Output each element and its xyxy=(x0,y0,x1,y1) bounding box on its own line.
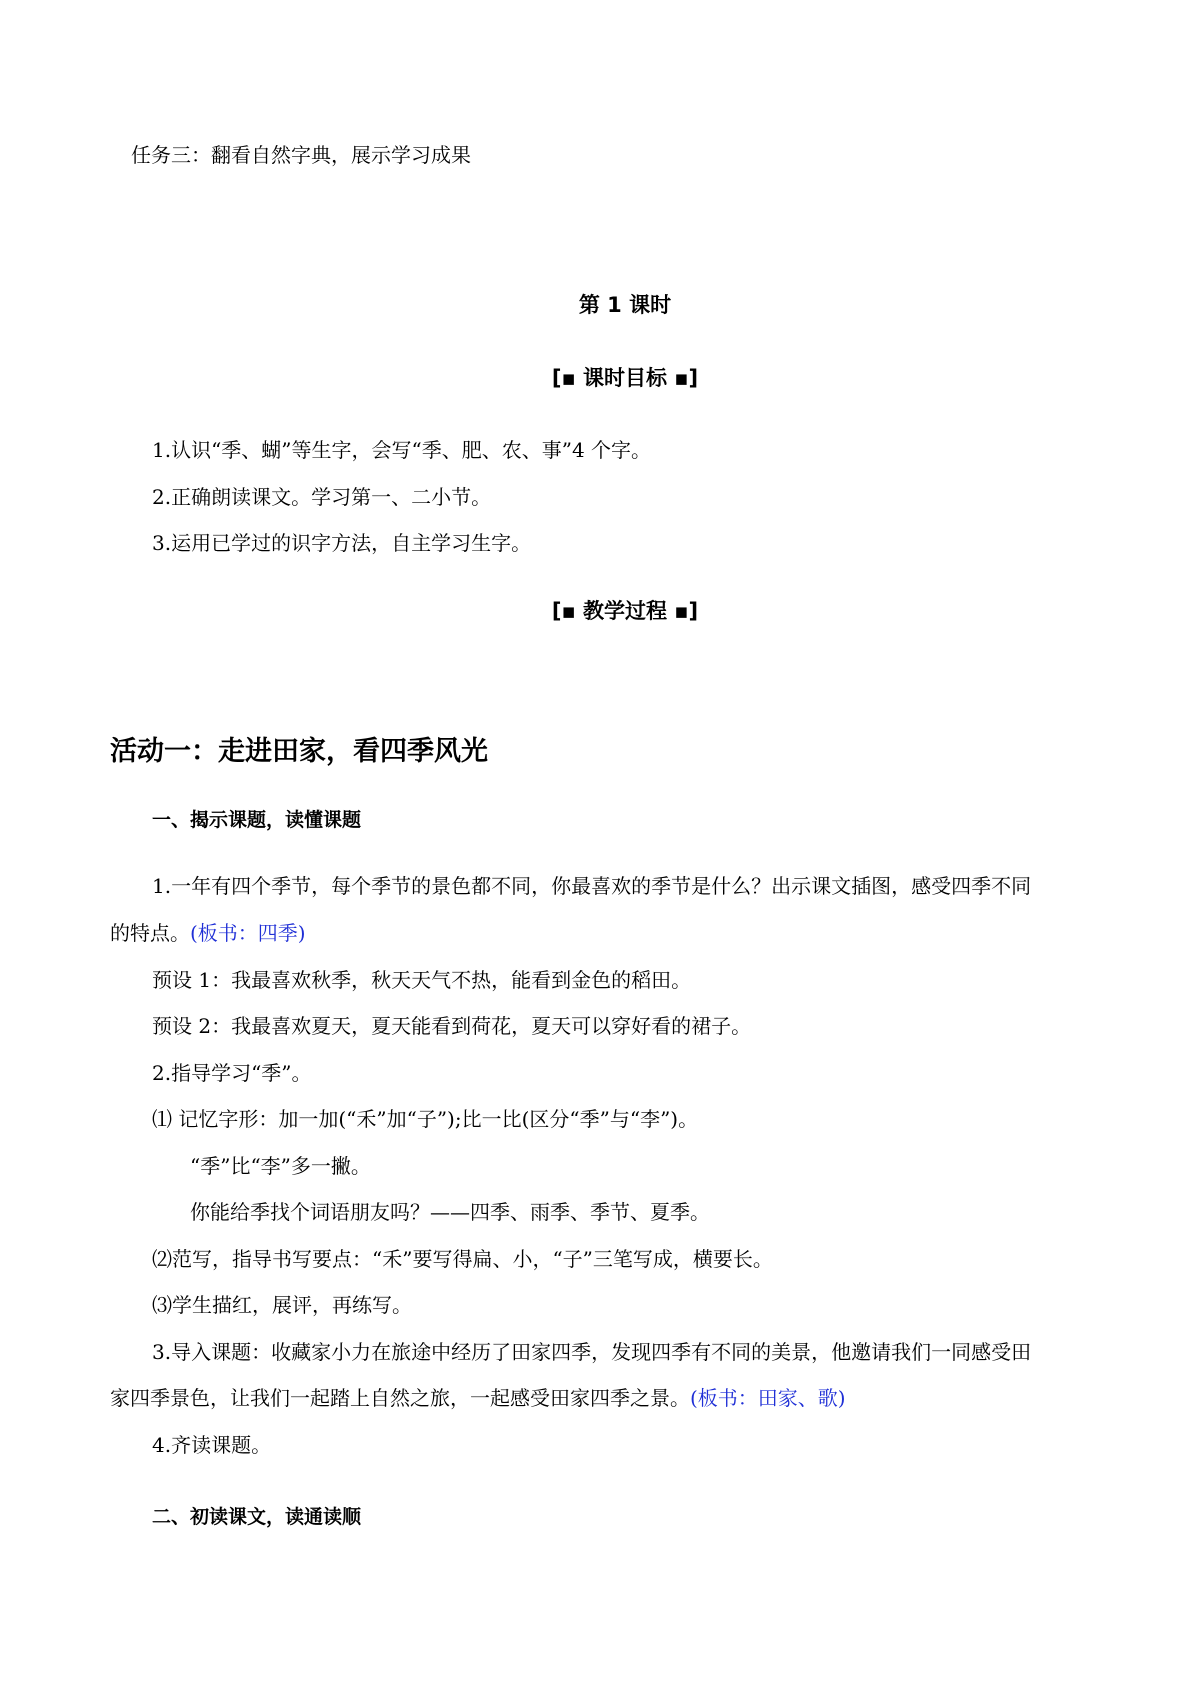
paragraph-2-step-1: ⑴ 记忆字形：加一加(“禾”加“子”);比一比(区分“季”与“李”)。 xyxy=(152,1107,699,1131)
section-heading-2: 二、初读课文，读通读顺 xyxy=(152,1506,362,1528)
paragraph-2-step-1-note-a: “季”比“李”多一撇。 xyxy=(190,1154,371,1178)
paragraph-2-step-3: ⑶学生描红，展评，再练写。 xyxy=(152,1293,412,1317)
paragraph-2-step-1-note-b: 你能给季找个词语朋友吗？——四季、雨季、季节、夏季。 xyxy=(190,1200,710,1224)
paragraph-2-step-2: ⑵范写，指导书写要点：“禾”要写得扁、小，“子”三笔写成，横要长。 xyxy=(152,1247,773,1271)
task-three-line: 任务三：翻看自然字典，展示学习成果 xyxy=(131,143,471,167)
paragraph-3-text: 家四季景色，让我们一起踏上自然之旅，一起感受田家四季之景。 xyxy=(110,1386,690,1410)
paragraph-3-line-2 xyxy=(110,1383,846,1413)
paragraph-2: 2.指导学习“季”。 xyxy=(152,1061,312,1085)
lesson-title: 第 1 课时 xyxy=(578,293,672,317)
section-heading-1: 一、揭示课题，读懂课题 xyxy=(152,809,362,831)
paragraph-4: 4.齐读课题。 xyxy=(152,1433,272,1457)
objective-item-2: 2.正确朗读课文。学习第一、二小节。 xyxy=(152,485,492,509)
paragraph-3-line-1: 3.导入课题：收藏家小力在旅途中经历了田家四季，发现四季有不同的美景，他邀请我们一同感受田 xyxy=(152,1340,1032,1364)
objective-item-1: 1.认识“季、蝴”等生字，会写“季、肥、农、事”4 个字。 xyxy=(152,438,652,462)
board-note-seasons: (板书：四季) xyxy=(190,921,306,945)
board-note-title: (板书：田家、歌) xyxy=(690,1386,846,1410)
objectives-heading: [▪ 课时目标 ▪] xyxy=(551,366,699,390)
paragraph-1-line-1: 1.一年有四个季节，每个季节的景色都不同，你最喜欢的季节是什么？出示课文插图，感受四季不同 xyxy=(152,874,1032,898)
paragraph-1-text: 的特点。 xyxy=(110,921,190,945)
process-heading: [▪ 教学过程 ▪] xyxy=(551,599,699,623)
activity-title: 活动一：走进田家，看四季风光 xyxy=(110,736,488,767)
objective-item-3: 3.运用已学过的识字方法，自主学习生字。 xyxy=(152,531,532,555)
paragraph-1-line-2 xyxy=(110,918,306,948)
preset-2: 预设 2：我最喜欢夏天，夏天能看到荷花，夏天可以穿好看的裙子。 xyxy=(152,1014,752,1038)
preset-1: 预设 1：我最喜欢秋季，秋天天气不热，能看到金色的稻田。 xyxy=(152,968,692,992)
